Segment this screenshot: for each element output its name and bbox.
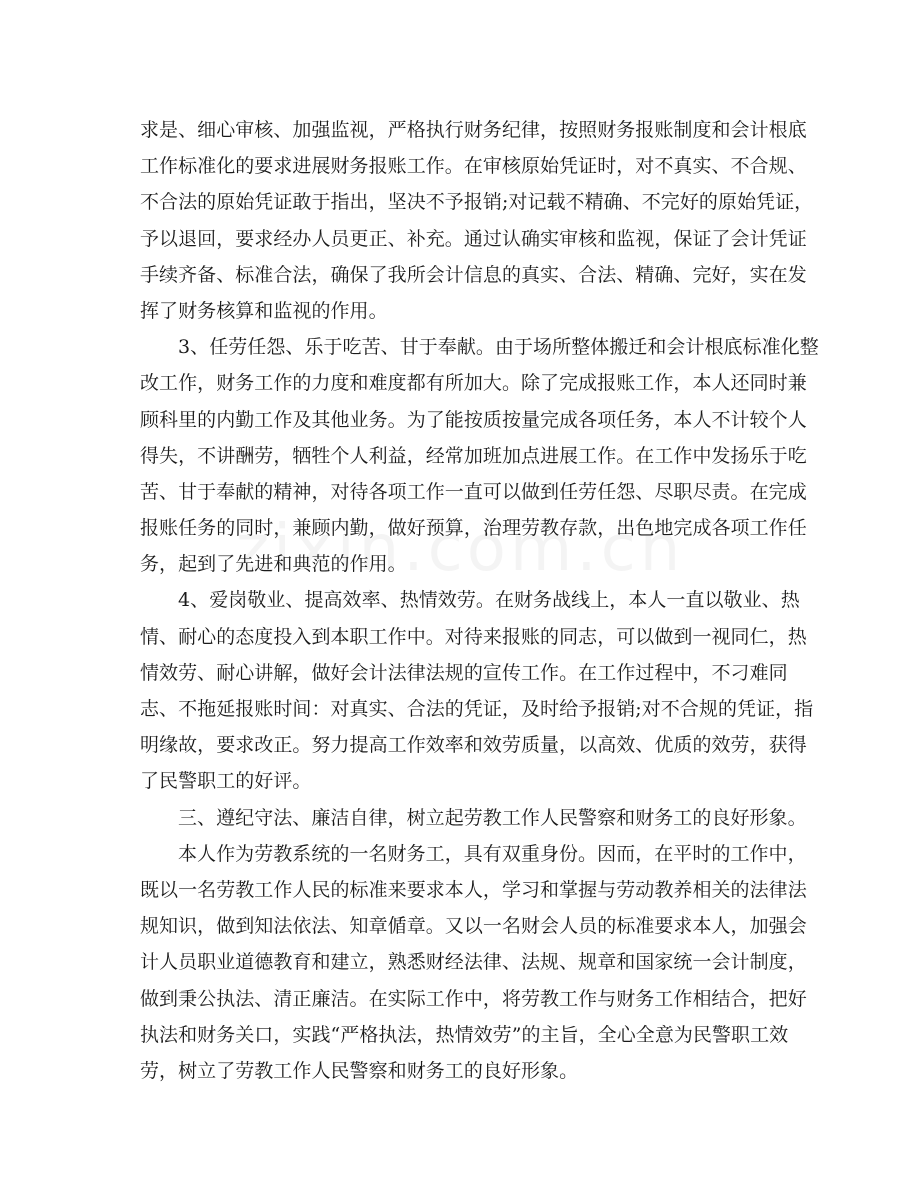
text-line: 情效劳、耐心讲解，做好会计法律法规的宣传工作。在工作过程中，不刁难同 bbox=[140, 661, 788, 684]
text-line: 劳，树立了劳教工作人民警察和财务工的良好形象。 bbox=[140, 1059, 579, 1082]
document-body bbox=[140, 112, 819, 1089]
text-line: 既以一名劳教工作人民的标准来要求本人，学习和掌握与劳动教养相关的法律法 bbox=[140, 878, 807, 901]
text-line: 明缘故，要求改正。努力提高工作效率和效劳质量，以高效、优质的效劳，获得 bbox=[140, 734, 807, 757]
text-line: 本人作为劳教系统的一名财务工，具有双重身份。因而，在平时的工作中， bbox=[178, 842, 807, 865]
text-line: 三、遵纪守法、廉洁自律，树立起劳教工作人民警察和财务工的良好形象。 bbox=[178, 806, 807, 829]
text-line: 工作标准化的要求进展财务报账工作。在审核原始凭证时，对不真实、不合规、 bbox=[140, 155, 807, 178]
text-line: 苦、甘于奉献的精神，对待各项工作一直可以做到任劳任怨、尽职尽责。在完成 bbox=[140, 480, 807, 503]
text-line: 手续齐备、标准合法，确保了我所会计信息的真实、合法、精确、完好，实在发 bbox=[140, 263, 807, 286]
text-line: 了民警职工的好评。 bbox=[140, 770, 312, 793]
text-line: 不合法的原始凭证敢于指出，坚决不予报销;对记载不精确、不完好的原始凭证， bbox=[140, 191, 814, 214]
text-line: 4、爱岗敬业、提高效率、热情效劳。在财务战线上，本人一直以敬业、热 bbox=[178, 589, 800, 612]
text-line: 得失，不讲酬劳，牺牲个人利益，经常加班加点进展工作。在工作中发扬乐于吃 bbox=[140, 444, 807, 467]
text-line: 改工作，财务工作的力度和难度都有所加大。除了完成报账工作，本人还同时兼 bbox=[140, 372, 807, 395]
text-line: 顾科里的内勤工作及其他业务。为了能按质按量完成各项任务，本人不计较个人 bbox=[140, 408, 807, 431]
text-line: 规知识，做到知法依法、知章偱章。又以一名财会人员的标准要求本人，加强会 bbox=[140, 915, 807, 938]
text-line: 挥了财务核算和监视的作用。 bbox=[140, 299, 388, 322]
text-line: 情、耐心的态度投入到本职工作中。对待来报账的同志，可以做到一视同仁，热 bbox=[140, 625, 807, 648]
text-line: 计人员职业道德教育和建立，熟悉财经法律、法规、规章和国家统一会计制度， bbox=[140, 951, 807, 974]
text-line: 做到秉公执法、清正廉洁。在实际工作中，将劳教工作与财务工作相结合，把好 bbox=[140, 987, 807, 1010]
text-line: 予以退回，要求经办人员更正、补充。通过认确实审核和监视，保证了会计凭证 bbox=[140, 227, 807, 250]
text-line: 执法和财务关口，实践“严格执法，热情效劳”的主旨，全心全意为民警职工效 bbox=[140, 1023, 789, 1046]
text-line: 报账任务的同时，兼顾内勤，做好预算，治理劳教存款，出色地完成各项工作任 bbox=[140, 517, 807, 540]
text-line: 求是、细心审核、加强监视，严格执行财务纪律，按照财务报账制度和会计根底 bbox=[140, 119, 807, 141]
text-line: 务，起到了先进和典范的作用。 bbox=[140, 553, 407, 576]
text-line: 3、任劳任怨、乐于吃苦、甘于奉献。由于场所整体搬迁和会计根底标准化整 bbox=[178, 336, 819, 359]
text-line: 志、不拖延报账时间：对真实、合法的凭证，及时给予报销;对不合规的凭证，指 bbox=[140, 698, 814, 720]
